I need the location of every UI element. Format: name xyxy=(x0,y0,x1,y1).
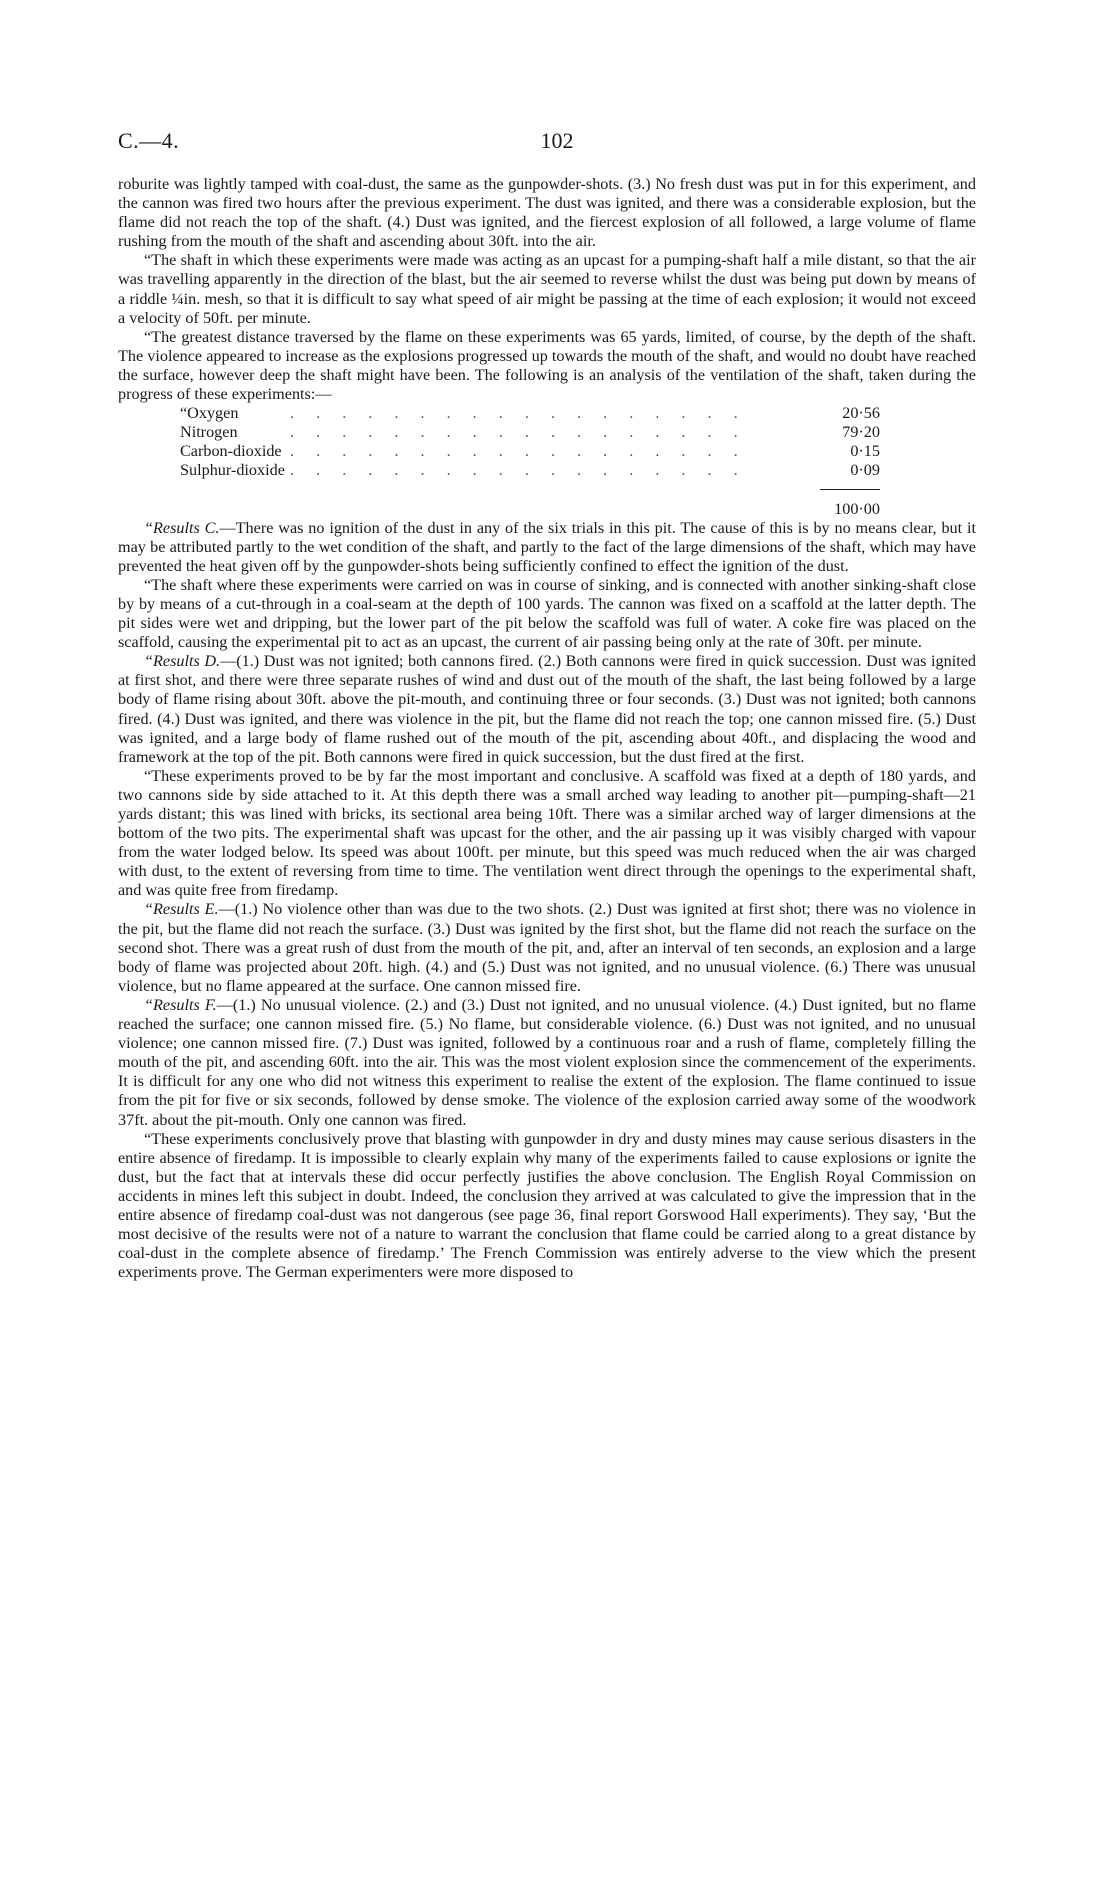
paragraph: “The shaft where these experiments were carried on was in course of sinking, and is connected with another sinking-shaft close by by means of a cut-through in a coal-seam at the depth of 100 yards. The cannon was fixed on a scaffold at the latter depth. The pit sides were wet and dripping, but the lower part of the pit below the scaffold was full of water. A coke fire was placed on the scaffold, causing the experimental pit to act as an upcast, the current of air passing being only at the rate of 30ft. per minute. xyxy=(118,575,976,652)
gas-value: 20·56 xyxy=(842,404,880,423)
page-header xyxy=(118,128,996,158)
leader-dots: . . . . . . . . . . . . . . . . . . xyxy=(290,423,747,442)
document-reference: C.—4. xyxy=(118,128,180,153)
leader-dots: . . . . . . . . . . . . . . . . . . xyxy=(290,461,747,480)
gas-total: 100·00 xyxy=(820,489,880,519)
gas-value: 0·09 xyxy=(850,461,880,480)
gas-name: “Oxygen xyxy=(180,404,239,423)
table-row xyxy=(180,461,880,480)
table-row xyxy=(180,442,880,461)
paragraph xyxy=(118,519,976,576)
paragraph-text: —There was no ignition of the dust in any of the six trials in this pit. The cause of this is by no means clear, but it may be attributed partly to the wet condition of the shaft, and partly to the fact of the large dimensions of the shaft, which may have prevented the heat given off by the gunpowder-shots being sufficiently confined to effect the ignition of the dust. xyxy=(118,518,976,575)
table-total-row xyxy=(180,489,880,519)
paragraph-text: —(1.) No violence other than was due to the two shots. (2.) Dust was ignited at first shot; there was no violence in the pit, but the flame did not reach the surface. (3.) Dust was ignited by the first shot, but the flame did not reach the surface on the second shot. There was a great rush of dust from the mouth of the pit, and, after an interval of ten seconds, an explosion and a large body of flame was projected about 20ft. high. (4.) and (5.) Dust was not ignited, and no unusual violence. (6.) There was unusual violence, but no flame appeared at the surface. One cannon missed fire. xyxy=(118,900,977,995)
paragraph xyxy=(118,900,976,995)
paragraph: roburite was lightly tamped with coal-dust, the same as the gunpowder-shots. (3.) No fresh dust was put in for this experiment, and the cannon was fired two hours after the previous experiment. The dust was ignited, and there was a considerable explosion, but the flame did not reach the top of the shaft. (4.) Dust was ignited, and the fiercest explosion of all followed, a large volume of flame rushing from the mouth of the shaft and ascending about 30ft. into the air. xyxy=(118,175,976,251)
leader-dots: . . . . . . . . . . . . . . . . . . xyxy=(290,404,747,423)
leader-dots: . . . . . . . . . . . . . . . . . . xyxy=(290,442,747,461)
results-label: “Results E. xyxy=(144,900,219,919)
paragraph: “These experiments proved to be by far the most important and conclusive. A scaffold was fixed at a depth of 180 yards, and two cannons side by side attached to it. At this depth there was a small arched way leading to another pit—pumping-shaft—21 yards distant; this was lined with bricks, its sectional area being 10ft. There was a similar arched way of larger dimensions at the bottom of the two pits. The experimental shaft was upcast for the other, and the air passing up it was visibly charged with vapour from the water lodged below. Its speed was about 100ft. per minute, but this speed was much reduced when the air was charged with dust, to the extent of reversing from time to time. The ventilation went direct through the openings to the experimental shaft, and was quite free from firedamp. xyxy=(118,766,976,900)
paragraph: “The greatest distance traversed by the flame on these experiments was 65 yards, limited, of course, by the depth of the shaft. The violence appeared to increase as the explosions progressed up towards the mouth of the shaft, and would no doubt have reached the surface, however deep the shaft might have been. The following is an analysis of the ventilation of the shaft, taken during the progress of these experiments:— xyxy=(118,327,976,404)
document-body xyxy=(118,175,976,1282)
table-spacer xyxy=(180,481,880,490)
gas-analysis-table xyxy=(180,404,880,518)
table-row xyxy=(180,404,880,423)
gas-name: Nitrogen xyxy=(180,423,238,442)
results-label: “Results F. xyxy=(144,995,217,1014)
page-number: 102 xyxy=(540,128,574,153)
paragraph: “These experiments conclusively prove that blasting with gunpowder in dry and dusty mines may cause serious disasters in the entire absence of firedamp. It is impossible to clearly explain why many of the experiments failed to cause explosions or ignite the dust, but the fact that at intervals these did occur perfectly justifies the above conclusion. The English Royal Commission on accidents in mines left this subject in doubt. Indeed, the conclusion they arrived at was calculated to give the impression that in the entire absence of firedamp coal-dust was not dangerous (see page 36, final report Gorswood Hall experiments). They say, ‘But the most decisive of the results were not of a nature to warrant the conclusion that flame could be carried along to a great distance by coal-dust in the complete absence of firedamp.’ The French Commission was entirely adverse to the view which the present experiments prove. The German experimenters were more disposed to xyxy=(118,1129,976,1282)
paragraph-text: —(1.) Dust was not ignited; both cannons fired. (2.) Both cannons were fired in quick succession. Dust was ignited at first shot, and there were three separate rushes of wind and dust out of the mouth of the shaft, the last being followed by a large body of flame rising about 30ft. above the pit-mouth, and continuing three or four seconds. (3.) Dust was not ignited; both cannons fired. (4.) Dust was ignited, and there was violence in the pit, but the flame did not reach the top; one cannon missed fire. (5.) Dust was ignited, and a large body of flame rushed out of the mouth of the pit, ascending about 40ft., and displacing the wood and framework at the top of the pit. Both cannons were fired in quick succession, but the dust fired at the first. xyxy=(118,652,976,766)
gas-name: Carbon-dioxide xyxy=(180,442,282,461)
results-label: “Results D. xyxy=(144,652,221,671)
paragraph: “The shaft in which these experiments were made was acting as an upcast for a pumping-shaft half a mile distant, so that the air was travelling apparently in the direction of the blast, but the air seemed to reverse whilst the dust was being put down by means of a riddle ¼in. mesh, so that it is difficult to say what speed of air might be passing at the time of each explosion; it would not exceed a velocity of 50ft. per minute. xyxy=(118,251,976,327)
paragraph-text: —(1.) No unusual violence. (2.) and (3.) Dust not ignited, and no unusual violence. (4.) Dust ignited, but no flame reached the surface; one cannon missed fire. (5.) No flame, but considerable violence. (6.) Dust was not ignited, and no unusual violence; one cannon missed fire. (7.) Dust was ignited, followed by a continuous roar and a rush of flame, completely filling the mouth of the pit, and ascending 60ft. into the air. This was the most violent explosion since the commencement of the experiments. It is difficult for any one who did not witness this experiment to realise the extent of the explosion. The flame continued to issue from the pit for five or six seconds, followed by dense smoke. The violence of the explosion carried away some of the woodwork 37ft. about the pit-mouth. Only one cannon was fired. xyxy=(118,995,976,1129)
gas-value: 79·20 xyxy=(842,423,880,442)
paragraph xyxy=(118,652,976,767)
gas-value: 0·15 xyxy=(850,442,880,461)
gas-name: Sulphur-dioxide xyxy=(180,461,285,480)
paragraph xyxy=(118,996,976,1130)
table-row xyxy=(180,423,880,442)
results-label: “Results C. xyxy=(144,518,220,537)
